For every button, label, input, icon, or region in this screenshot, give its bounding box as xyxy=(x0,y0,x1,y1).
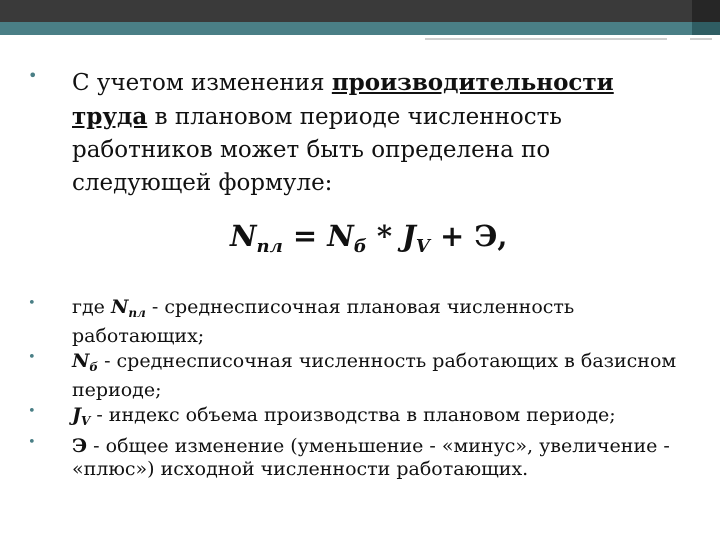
formula-n2-sub: б xyxy=(353,236,367,257)
formula-n-sub: пл xyxy=(256,236,283,257)
formula-n2: N xyxy=(327,219,354,253)
formula-j-sub: V xyxy=(415,236,430,257)
definition-text xyxy=(72,435,693,481)
formula-n: N xyxy=(230,219,257,253)
definition-symbol: N xyxy=(72,350,90,372)
bullet-icon: • xyxy=(28,66,38,85)
top-dark-bar-end xyxy=(692,0,720,22)
top-dark-bar xyxy=(0,0,720,22)
definition-item xyxy=(28,404,693,433)
definition-item xyxy=(28,350,693,402)
decor-line-right xyxy=(690,38,712,40)
definition-prefix: где xyxy=(72,296,111,318)
definition-symbol: N xyxy=(110,296,129,318)
definition-symbol-sub: V xyxy=(81,414,91,428)
definition-body: - индекс объема производства в плановом периоде; xyxy=(90,404,616,426)
definitions-list xyxy=(28,296,693,483)
definition-body: - среднесписочная численность работающих в базисном периоде; xyxy=(72,350,677,401)
definition-text xyxy=(72,296,693,348)
bullet-icon: • xyxy=(28,296,36,311)
formula-eq: = xyxy=(282,219,328,253)
formula-e: Э, xyxy=(474,219,508,253)
definition-symbol: Э xyxy=(72,435,88,457)
decor-line-left xyxy=(425,38,667,40)
bullet-icon: • xyxy=(28,435,36,450)
definition-symbol: J xyxy=(72,404,81,426)
bullet-icon: • xyxy=(28,404,36,419)
formula-mult: * xyxy=(366,219,403,253)
main-bullet-text xyxy=(72,66,678,200)
definition-body: - среднесписочная плановая численность работающих; xyxy=(72,296,575,347)
bullet-icon: • xyxy=(28,350,36,365)
main-text-part1: С учетом изменения xyxy=(72,70,332,96)
definition-text xyxy=(72,350,693,402)
definition-item xyxy=(28,296,693,348)
main-text-part2: в плановом периоде численность работников может быть определена по следующей формуле: xyxy=(72,104,562,196)
definition-item xyxy=(28,435,693,481)
definition-body: - общее изменение (уменьшение - «минус», увеличение - «плюс») исходной численности работающих. xyxy=(72,435,670,480)
formula-j: J xyxy=(402,219,416,253)
definition-symbol-sub: б xyxy=(89,360,99,374)
formula xyxy=(230,219,508,257)
top-teal-bar-end xyxy=(692,22,720,35)
definition-symbol-sub: пл xyxy=(128,306,146,320)
definition-text xyxy=(72,404,693,433)
formula-plus: + xyxy=(429,219,475,253)
main-bullet xyxy=(28,66,678,200)
main-text-underlined: производительности труда xyxy=(72,69,614,130)
top-teal-bar xyxy=(0,22,720,35)
